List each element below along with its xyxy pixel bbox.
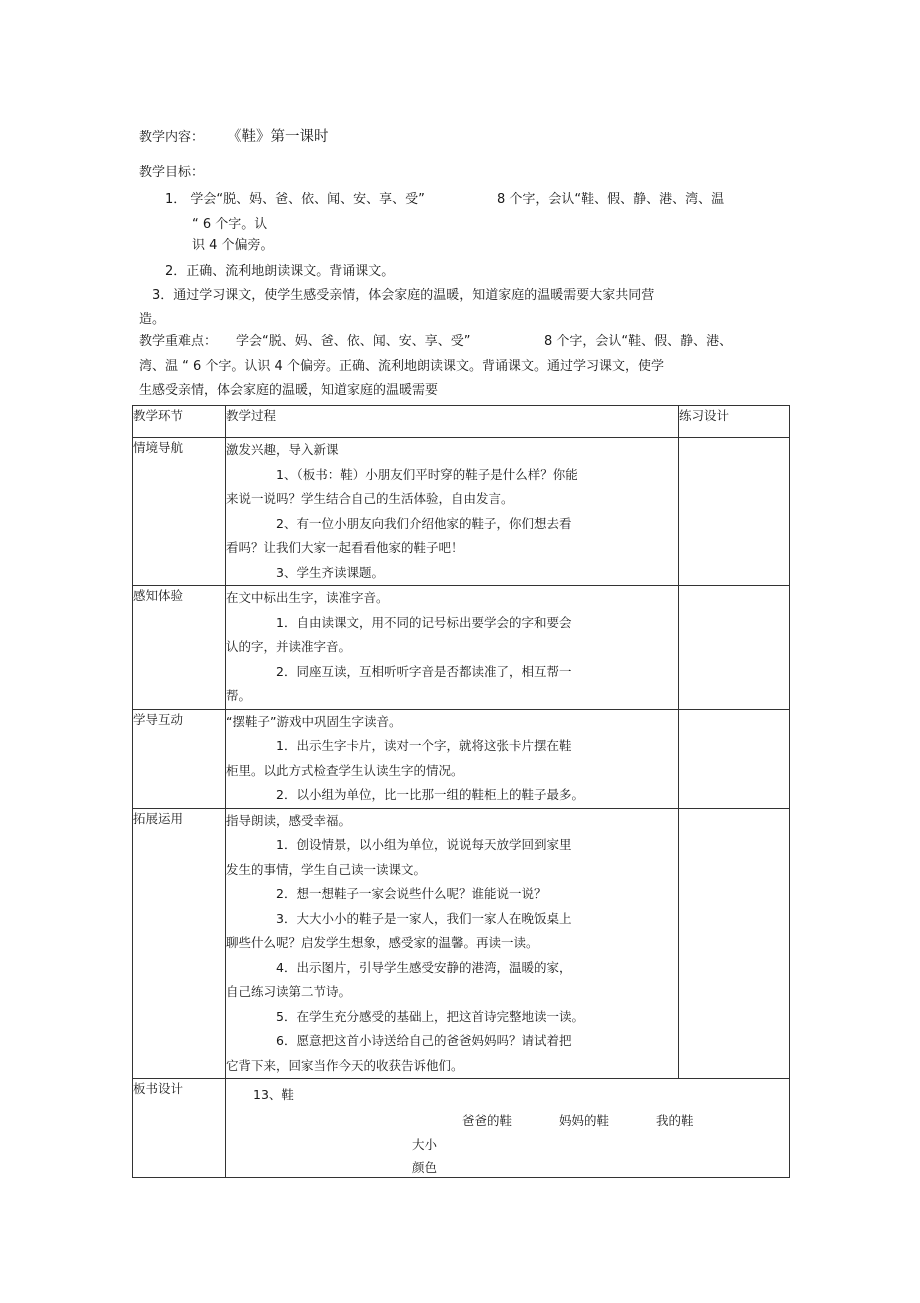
board-design-row	[133, 1079, 790, 1178]
process-line: 2．想一想鞋子一家会说些什么呢？谁能说一说？	[276, 886, 547, 901]
process-line: 1．创设情景，以小组为单位，说说每天放学回到家里	[276, 837, 572, 852]
exercise-cell	[679, 438, 790, 586]
header-process: 教学过程	[226, 406, 679, 438]
table-row	[133, 586, 790, 710]
process-line: 自己练习读第二节诗。	[226, 984, 352, 999]
stage-label: 板书设计	[133, 1079, 226, 1178]
table-row	[133, 808, 790, 1079]
process-line: 柜里。以此方式检查学生认读生字的情况。	[226, 762, 464, 778]
header-exercise: 练习设计	[679, 406, 790, 438]
process-line: 2．以小组为单位，比一比那一组的鞋柜上的鞋子最多。	[276, 787, 584, 802]
process-line: 它背下来，回家当作今天的收获告诉他们。	[226, 1057, 464, 1073]
process-line: 3、学生齐读课题。	[276, 564, 384, 580]
header-stage: 教学环节	[133, 406, 226, 438]
goal-2: 2．正确、流利地朗读课文。背诵课文。	[165, 264, 395, 279]
content-value: 《鞋》第一课时	[227, 129, 329, 145]
board-row-color: 颜色	[412, 1160, 438, 1175]
process-line: 5．在学生充分感受的基础上，把这首诗完整地读一读。	[276, 1008, 584, 1024]
process-line: 认的字，并读准字音。	[226, 639, 352, 654]
process-line: 激发兴趣，导入新课	[226, 442, 339, 457]
lesson-plan-table	[132, 405, 790, 1178]
process-cell	[226, 709, 679, 808]
board-row-size: 大小	[412, 1137, 438, 1152]
exercise-cell	[679, 808, 790, 1079]
table-row	[133, 709, 790, 808]
goal-1-part-d: 识 4 个偏旁。	[192, 238, 274, 253]
process-line: 发生的事情，学生自己读一读课文。	[226, 861, 427, 877]
key-points-part-a: 学会“脱、妈、爸、依、闻、安、享、受”	[236, 334, 471, 349]
process-line: 在文中标出生字，读准字音。	[226, 590, 389, 605]
key-points-part-c: 湾、温 “ 6 个字。认识 4 个偏旁。正确、流利地朗读课文。背诵课文。通过学习课文，使学	[139, 359, 664, 374]
process-line: 2．同座互读，互相听听字音是否都读准了，相互帮一	[276, 663, 572, 679]
content-label: 教学内容：	[139, 130, 205, 145]
exercise-cell	[679, 709, 790, 808]
stage-label: 感知体验	[133, 586, 226, 710]
process-line: 指导朗读，感受幸福。	[226, 812, 352, 828]
process-line: 1．出示生字卡片，读对一个字，就将这张卡片摆在鞋	[276, 738, 572, 753]
process-cell	[226, 808, 679, 1079]
process-line: 2、有一位小朋友向我们介绍他家的鞋子，你们想去看	[276, 515, 572, 531]
process-line: 1、（板书：鞋）小朋友们平时穿的鞋子是什么样？你能	[276, 466, 578, 482]
process-line: 3．大大小小的鞋子是一家人，我们一家人在晚饭桌上	[276, 910, 572, 926]
process-line: 6．愿意把这首小诗送给自己的爸爸妈妈吗？请试着把	[276, 1033, 572, 1048]
exercise-cell	[679, 586, 790, 710]
key-points-part-b: 8 个字，会认“鞋、假、静、港、	[544, 334, 733, 349]
process-line: 看吗？让我们大家一起看看他家的鞋子吧！	[226, 540, 464, 555]
process-cell	[226, 438, 679, 586]
goal-1-part-a: 1． 学会“脱、妈、爸、依、闻、安、享、受”	[165, 192, 425, 207]
board-col-mom-shoes: 妈妈的鞋	[559, 1113, 610, 1128]
goal-3-part-a: 3．通过学习课文，使学生感受亲情，体会家庭的温暖，知道家庭的温暖需要大家共同营	[152, 288, 655, 303]
process-cell	[226, 586, 679, 710]
board-title: 13、鞋	[253, 1087, 294, 1102]
board-design-cell	[226, 1079, 790, 1178]
process-line: “摆鞋子”游戏中巩固生字读音。	[226, 713, 402, 729]
key-points-part-d: 生感受亲情，体会家庭的温暖，知道家庭的温暖需要	[139, 383, 439, 398]
goals-label: 教学目标：	[139, 165, 205, 180]
table-row	[133, 438, 790, 586]
board-col-my-shoes: 我的鞋	[656, 1113, 694, 1128]
process-line: 聊些什么呢？启发学生想象，感受家的温馨。再读一读。	[226, 935, 539, 950]
table-header-row	[133, 406, 790, 438]
goal-1-part-c: “ 6 个字。认	[192, 217, 268, 232]
goal-1-part-b: 8 个字，会认“鞋、假、静、港、湾、温	[497, 192, 725, 207]
board-col-dad-shoes: 爸爸的鞋	[462, 1113, 513, 1128]
key-points-label: 教学重难点：	[139, 334, 218, 349]
stage-label: 学导互动	[133, 709, 226, 808]
process-line: 来说一说吗？学生结合自己的生活体验，自由发言。	[226, 491, 514, 506]
process-line: 帮。	[226, 688, 252, 703]
stage-label: 情境导航	[133, 438, 226, 586]
process-line: 1．自由读课文，用不同的记号标出要学会的字和要会	[276, 614, 572, 630]
goal-3-part-b: 造。	[139, 312, 166, 327]
stage-label: 拓展运用	[133, 808, 226, 1079]
process-line: 4．出示图片，引导学生感受安静的港湾，温暖的家，	[276, 959, 572, 975]
